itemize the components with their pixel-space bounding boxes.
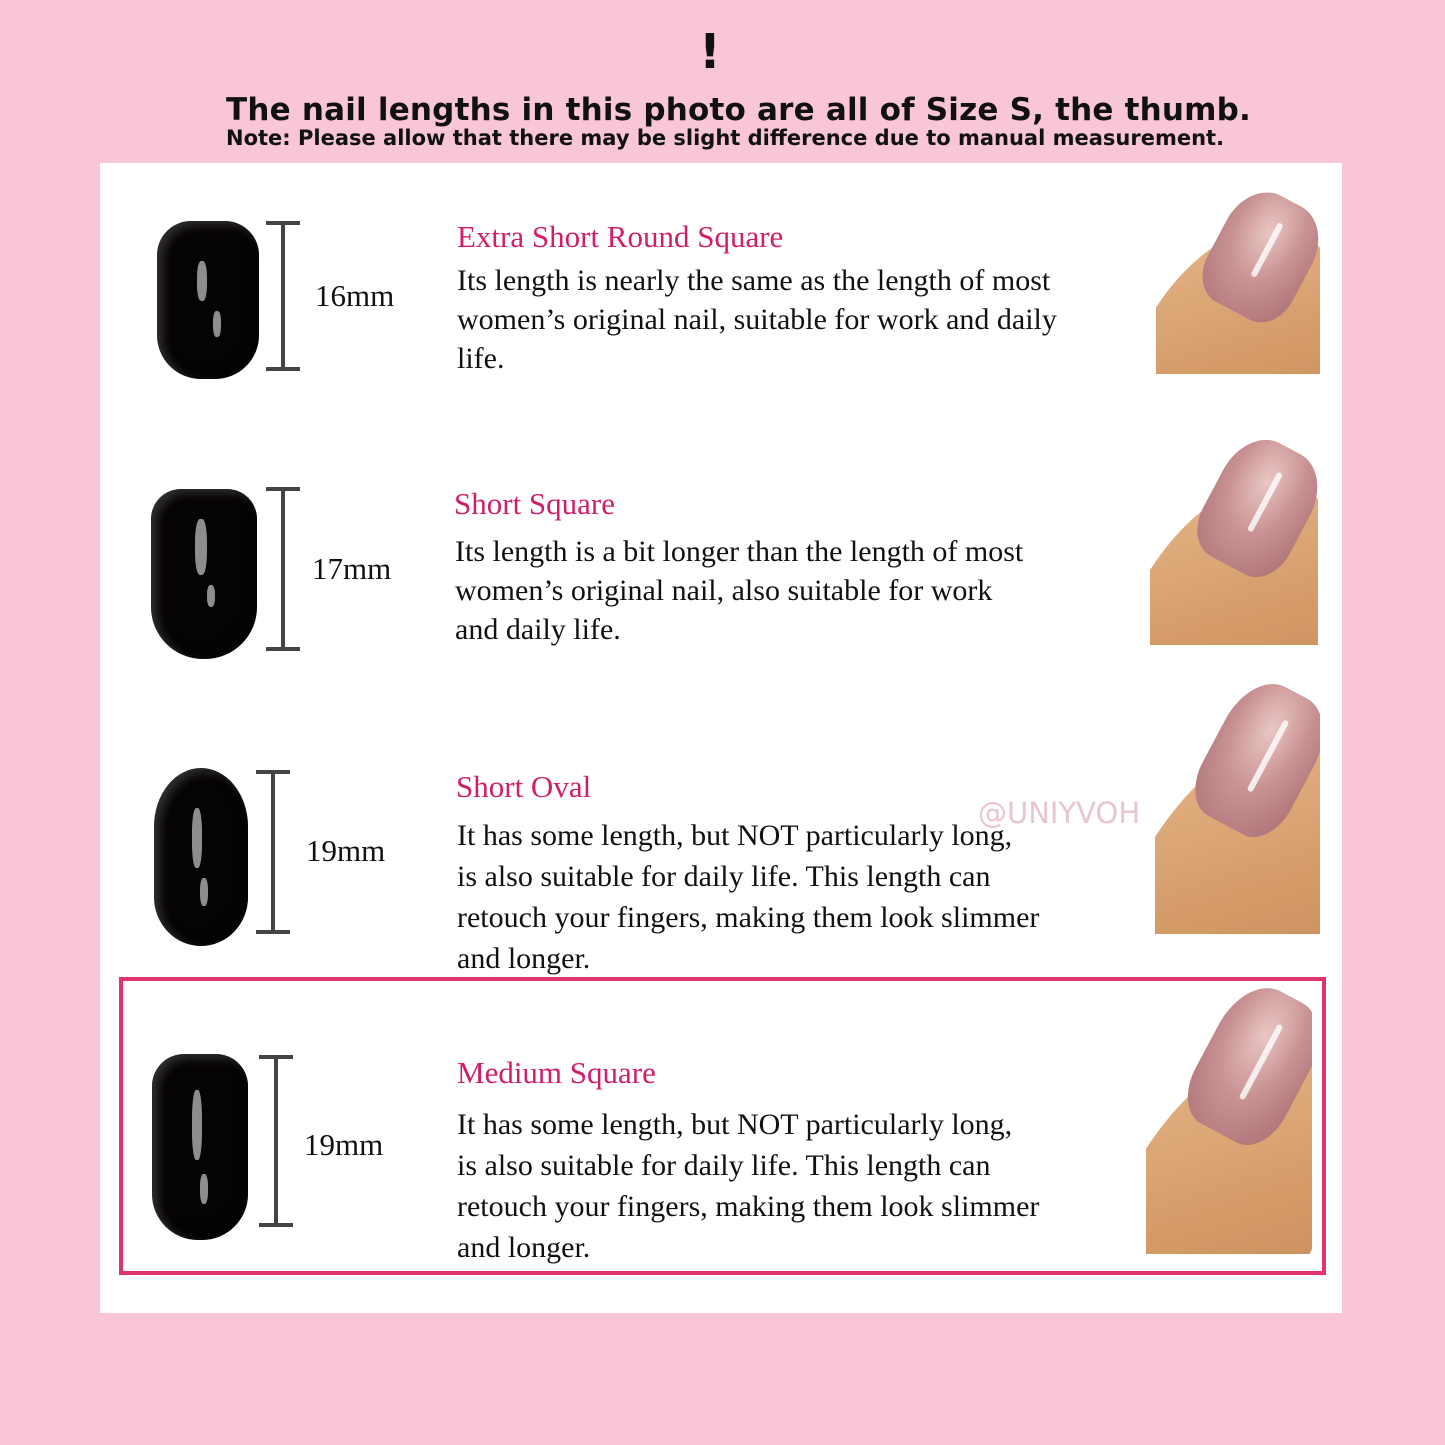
- style-title: Short Oval: [456, 769, 592, 804]
- exclamation-mark: !: [699, 24, 721, 80]
- style-title: Medium Square: [457, 1055, 656, 1090]
- description-line: is also suitable for daily life. This length can: [457, 1149, 991, 1182]
- finger-photo: [1156, 188, 1320, 374]
- finger-photo: [1155, 680, 1320, 934]
- style-description: [455, 532, 1023, 649]
- style-description: [457, 815, 1039, 979]
- measurement-note: Note: Please allow that there may be slight difference due to manual measurement.: [226, 126, 1225, 150]
- length-label: 19mm: [306, 833, 386, 868]
- description-line: retouch your fingers, making them look slimmer: [457, 901, 1040, 934]
- black-nail-sample-icon: [157, 221, 259, 379]
- length-label: 16mm: [315, 278, 395, 313]
- length-label: 17mm: [312, 551, 392, 586]
- length-bracket-icon: [259, 1055, 293, 1227]
- length-bracket-icon: [256, 770, 290, 934]
- style-description: [457, 1104, 1039, 1268]
- description-line: life.: [457, 342, 505, 375]
- description-line: and longer.: [457, 1231, 591, 1264]
- black-nail-sample-icon: [151, 489, 257, 659]
- length-bracket-icon: [266, 487, 300, 651]
- description-line: and longer.: [457, 942, 591, 975]
- style-title: Short Square: [454, 486, 616, 521]
- black-nail-sample-icon: [154, 768, 248, 946]
- description-line: retouch your fingers, making them look slimmer: [457, 1190, 1040, 1223]
- black-nail-sample-icon: [152, 1054, 248, 1240]
- description-line: women’s original nail, also suitable for work: [455, 574, 993, 607]
- description-line: women’s original nail, suitable for work and daily: [457, 303, 1057, 336]
- description-line: and daily life.: [455, 613, 621, 646]
- finger-photo: [1150, 435, 1318, 645]
- style-description: [457, 261, 1057, 378]
- description-line: Its length is nearly the same as the length of most: [457, 264, 1051, 297]
- style-title: Extra Short Round Square: [457, 219, 784, 254]
- length-label: 19mm: [304, 1127, 384, 1162]
- watermark: @UNIYVOH: [978, 796, 1141, 830]
- description-line: Its length is a bit longer than the length of most: [455, 535, 1024, 568]
- description-line: It has some length, but NOT particularly long,: [457, 819, 1013, 852]
- description-line: is also suitable for daily life. This length can: [457, 860, 991, 893]
- headline: The nail lengths in this photo are all of Size S, the thumb.: [226, 92, 1252, 128]
- description-line: It has some length, but NOT particularly long,: [457, 1108, 1013, 1141]
- length-bracket-icon: [266, 221, 300, 371]
- finger-photo: [1146, 986, 1312, 1254]
